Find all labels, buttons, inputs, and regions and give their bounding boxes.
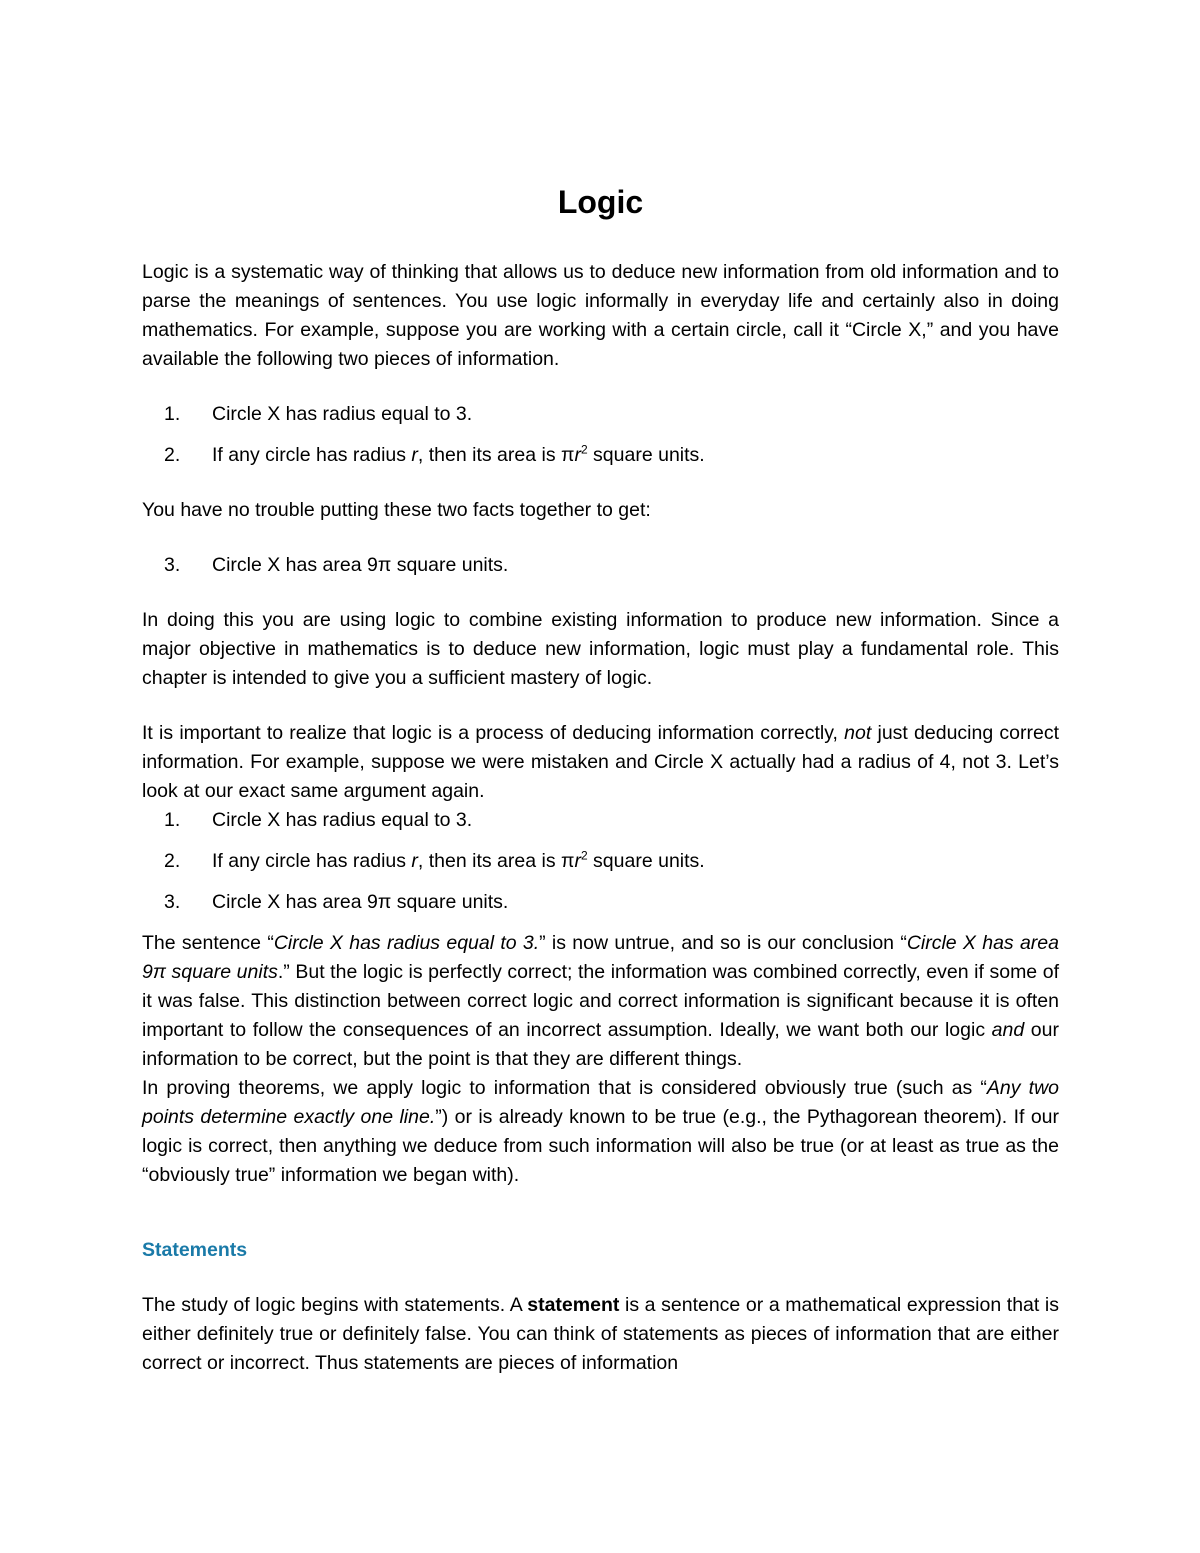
list-item <box>142 847 1059 876</box>
list-number: 1. <box>164 809 181 831</box>
list-number: 3. <box>164 891 181 913</box>
list-number: 3. <box>164 554 181 576</box>
conclusion-list <box>142 551 1059 580</box>
list-number: 2. <box>164 444 181 466</box>
intro-paragraph: Logic is a systematic way of thinking that allows us to deduce new information from old information and to parse the meanings of sentences. You use logic informally in everyday life and certainly also in doing mathematics. For example, suppose you are working with a certain circle, call it “Circle X,” and you have available the following two pieces of information. <box>142 261 1059 370</box>
argument-list <box>142 806 1059 917</box>
list-text: If any circle has radius r, then its area is $\pi r^2$ square units. <box>212 848 705 872</box>
statements-paragraph: The study of logic begins with statements. A statement is a sentence or a mathematical expression that is either definitely true or definitely false. You can think of statements as pieces of information that are either correct or incorrect. Thus statements are pieces of information <box>142 1294 1059 1374</box>
page-title: Logic <box>557 184 644 220</box>
sentence-paragraph: The sentence “Circle X has radius equal to 3.” is now untrue, and so is our conclusion “Circle X has area 9π square units.” But the logic is perfectly correct; the information was combined correctly, even if some of it was false. This distinction between correct logic and correct information is significant because it is often important to follow the consequences of an incorrect assumption. Ideally, we want both our logic and our information to be correct, but the point is that they are different things. <box>142 932 1059 1070</box>
list-item <box>142 441 1059 470</box>
list-item <box>142 806 1059 835</box>
important-paragraph: It is important to realize that logic is a process of deducing information correctly, not just deducing correct information. For example, suppose we were mistaken and Circle X actually had a radius of 4, not 3. Let’s look at our exact same argument again. <box>142 722 1059 802</box>
list-text: Circle X has area 9π square units. <box>212 554 509 576</box>
list-text: Circle X has radius equal to 3. <box>212 809 473 831</box>
combine-paragraph: In doing this you are using logic to combine existing information to produce new information. Since a major objective in mathematics is to deduce new information, logic must play a fundamental role. This chapter is intended to give you a sufficient mastery of logic. <box>142 609 1059 689</box>
list-number: 1. <box>164 403 181 425</box>
list-item <box>142 888 1059 917</box>
document-body <box>142 180 1059 1378</box>
section-heading-statements: Statements <box>142 1239 248 1261</box>
list-text: Circle X has area 9π square units. <box>212 891 509 913</box>
theorems-paragraph: In proving theorems, we apply logic to information that is considered obviously true (such as “Any two points determine exactly one line.”) or is already known to be true (e.g., the Pythagorean theorem). If our logic is correct, then anything we deduce from such information will also be true (or at least as true as the “obviously true” information we began with). <box>142 1077 1059 1186</box>
list-item <box>142 551 1059 580</box>
list-text: If any circle has radius r, then its area is $\pi r^2$ square units. <box>212 442 705 466</box>
facts-list <box>142 400 1059 470</box>
list-number: 2. <box>164 850 181 872</box>
list-text: Circle X has radius equal to 3. <box>212 403 473 425</box>
list-item <box>142 400 1059 429</box>
together-paragraph: You have no trouble putting these two facts together to get: <box>142 499 651 521</box>
